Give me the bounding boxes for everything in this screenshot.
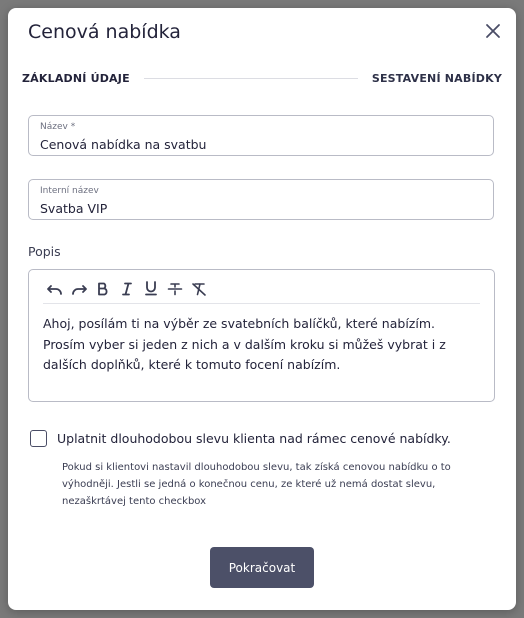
- undo-icon[interactable]: [43, 278, 67, 300]
- description-editor[interactable]: [28, 269, 495, 402]
- description-line: Ahoj, posílám ti na výběr ze svatebních balíčků, které nabízím.: [43, 316, 435, 331]
- redo-icon[interactable]: [67, 278, 91, 300]
- stepper: [22, 70, 502, 86]
- name-field[interactable]: [28, 115, 494, 156]
- offer-dialog: [8, 8, 516, 610]
- help-line: Pokud si klientovi nastavil dlouhodobou slevu, tak získá cenovou nabídku o to: [62, 462, 451, 473]
- underline-icon[interactable]: [139, 278, 163, 300]
- clear-format-icon[interactable]: [187, 278, 211, 300]
- discount-checkbox-label[interactable]: Uplatnit dlouhodobou slevu klienta nad rámec cenové nabídky.: [57, 431, 451, 446]
- internal-name-field-value[interactable]: Svatba VIP: [40, 201, 108, 216]
- internal-name-field[interactable]: [28, 179, 494, 220]
- editor-toolbar: [43, 274, 480, 304]
- bold-icon[interactable]: [91, 278, 115, 300]
- help-line: výhodněji. Jestli se jedná o konečnou cenu, ze které už nemá dostat slevu,: [62, 479, 436, 490]
- description-text[interactable]: [43, 314, 480, 376]
- description-line: dalších doplňků, které k tomuto focení nabízím.: [43, 357, 341, 372]
- description-label: Popis: [28, 244, 61, 259]
- description-line: Prosím vyber si jeden z nich a v dalším kroku si můžeš vybrat i z: [43, 336, 446, 352]
- name-field-label: Název *: [40, 122, 76, 132]
- step-offer-builder[interactable]: SESTAVENÍ NABÍDKY: [371, 71, 502, 85]
- dialog-title: Cenová nabídka: [28, 21, 181, 43]
- discount-checkbox[interactable]: [30, 430, 47, 447]
- step-divider: [144, 78, 358, 79]
- help-line: nezaškrtávej tento checkbox: [62, 496, 207, 507]
- discount-row: [30, 430, 451, 447]
- discount-help-text: [62, 459, 502, 510]
- continue-button[interactable]: Pokračovat: [210, 547, 314, 588]
- step-basic-info[interactable]: ZÁKLADNÍ ÚDAJE: [22, 71, 130, 85]
- strikethrough-icon[interactable]: [163, 278, 187, 300]
- close-icon[interactable]: [484, 22, 502, 40]
- internal-name-field-label: Interní název: [40, 186, 99, 196]
- name-field-value[interactable]: Cenová nabídka na svatbu: [40, 137, 207, 152]
- italic-icon[interactable]: [115, 278, 139, 300]
